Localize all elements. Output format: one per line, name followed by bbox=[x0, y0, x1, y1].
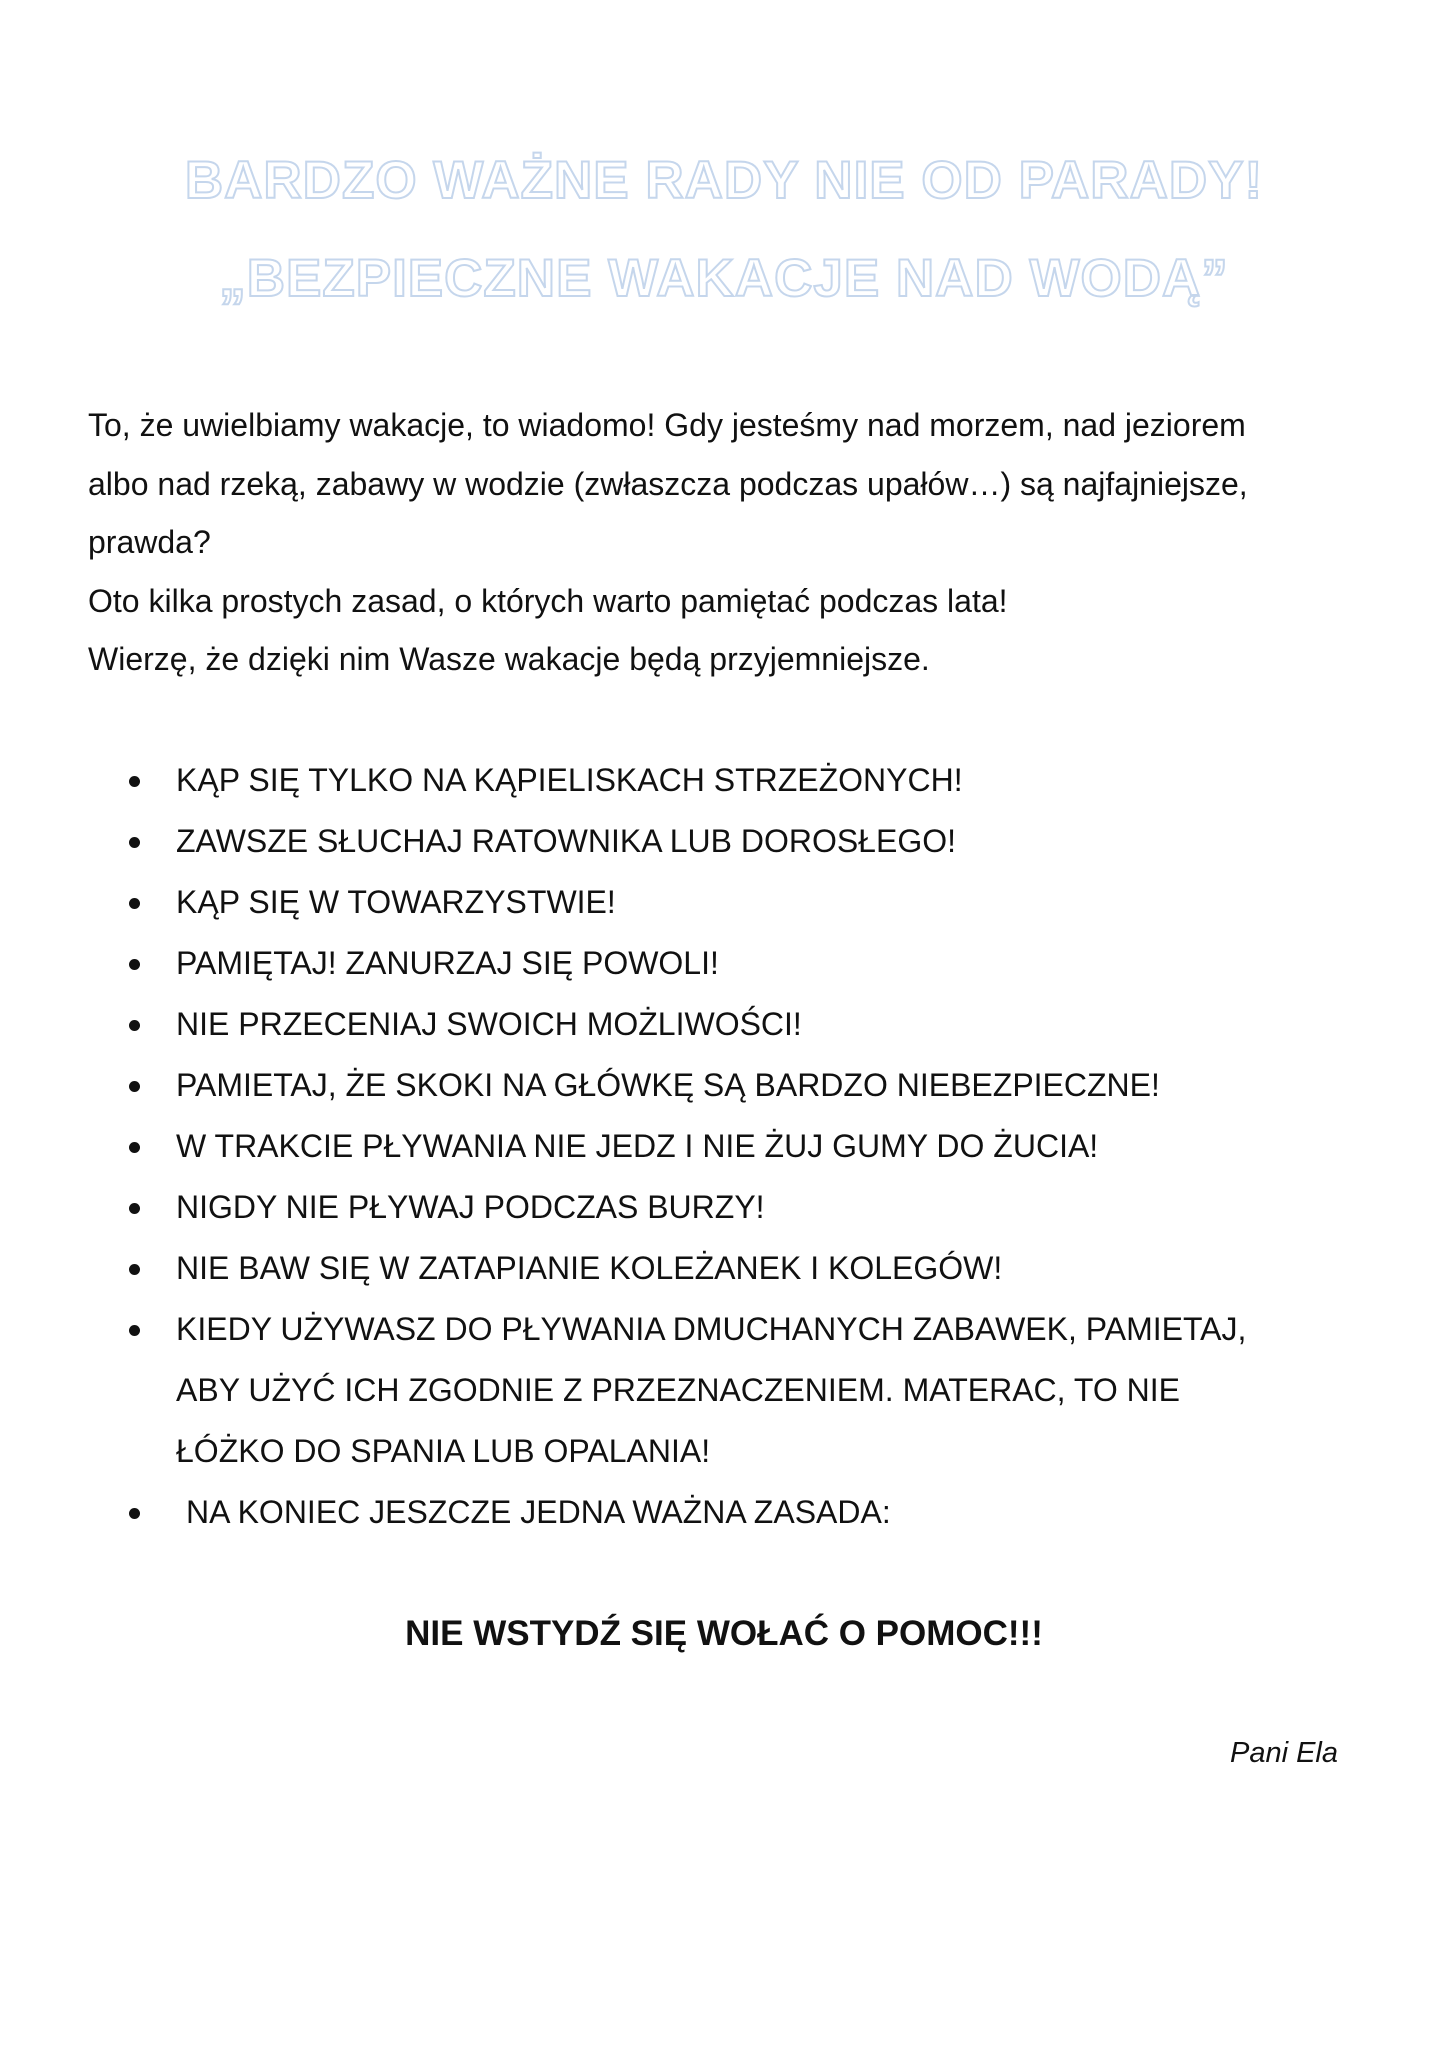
intro-line: To, że uwielbiamy wakacje, to wiadomo! Gdy jesteśmy nad morzem, nad jeziorem bbox=[88, 407, 1246, 443]
bullet-icon bbox=[129, 1142, 140, 1153]
rule-item bbox=[0, 1238, 1448, 1299]
rule-text: PAMIETAJ, ŻE SKOKI NA GŁÓWKĘ SĄ BARDZO NIEBEZPIECZNE! bbox=[176, 1067, 1160, 1103]
rule-item bbox=[0, 1482, 1448, 1543]
bullet-icon bbox=[129, 1264, 140, 1275]
bullet-icon bbox=[129, 1020, 140, 1031]
title-line-1: BARDZO WAŻNE RADY NIE OD PARADY! bbox=[184, 151, 1264, 210]
rule-item bbox=[0, 1116, 1448, 1177]
rule-text: NA KONIEC JESZCZE JEDNA WAŻNA ZASADA: bbox=[186, 1494, 891, 1530]
rule-text-line: KIEDY UŻYWASZ DO PŁYWANIA DMUCHANYCH ZABAWEK, PAMIETAJ, bbox=[176, 1311, 1247, 1347]
rule-text: NIGDY NIE PŁYWAJ PODCZAS BURZY! bbox=[176, 1189, 765, 1225]
intro-line: Wierzę, że dzięki nim Wasze wakacje będą przyjemniejsze. bbox=[88, 641, 930, 677]
rule-item bbox=[0, 1055, 1448, 1116]
bullet-icon bbox=[129, 959, 140, 970]
bullet-icon bbox=[129, 837, 140, 848]
signature: Pani Ela bbox=[1229, 1737, 1338, 1769]
intro-line: prawda? bbox=[88, 524, 211, 560]
bullet-icon bbox=[129, 1508, 140, 1519]
bullet-icon bbox=[129, 1203, 140, 1214]
rule-text: PAMIĘTAJ! ZANURZAJ SIĘ POWOLI! bbox=[176, 945, 719, 981]
rule-text: NIE BAW SIĘ W ZATAPIANIE KOLEŻANEK I KOLEGÓW! bbox=[176, 1250, 1003, 1286]
rule-item bbox=[0, 933, 1448, 994]
bullet-icon bbox=[129, 1081, 140, 1092]
rule-text: KĄP SIĘ TYLKO NA KĄPIELISKACH STRZEŻONYCH! bbox=[176, 762, 963, 798]
rule-item bbox=[0, 750, 1448, 811]
intro-line: albo nad rzeką, zabawy w wodzie (zwłaszcza podczas upałów…) są najfajniejsze, bbox=[88, 465, 1248, 502]
rule-item bbox=[0, 994, 1448, 1055]
closing-message: NIE WSTYDŹ SIĘ WOŁAĆ O POMOC!!! bbox=[405, 1614, 1043, 1653]
title-line-2: „BEZPIECZNE WAKACJE NAD WODĄ” bbox=[219, 249, 1229, 308]
rule-item bbox=[0, 1177, 1448, 1238]
rule-item bbox=[0, 811, 1448, 872]
rule-text: KĄP SIĘ W TOWARZYSTWIE! bbox=[176, 884, 616, 920]
rule-text: ZAWSZE SŁUCHAJ RATOWNIKA LUB DOROSŁEGO! bbox=[176, 823, 956, 859]
bullet-icon bbox=[129, 1325, 140, 1336]
bullet-icon bbox=[129, 898, 140, 909]
rule-text-line: ABY UŻYĆ ICH ZGODNIE Z PRZEZNACZENIEM. MATERAC, TO NIE bbox=[176, 1372, 1180, 1408]
rule-text: W TRAKCIE PŁYWANIA NIE JEDZ I NIE ŻUJ GUMY DO ŻUCIA! bbox=[176, 1128, 1099, 1164]
intro-paragraph bbox=[88, 396, 1368, 689]
intro-line: Oto kilka prostych zasad, o których warto pamiętać podczas lata! bbox=[88, 582, 1008, 619]
rule-text-line: ŁÓŻKO DO SPANIA LUB OPALANIA! bbox=[176, 1433, 711, 1469]
rule-text: NIE PRZECENIAJ SWOICH MOŻLIWOŚCI! bbox=[176, 1006, 802, 1042]
rule-item bbox=[0, 1299, 1448, 1482]
rule-item bbox=[0, 872, 1448, 933]
bullet-icon bbox=[129, 776, 140, 787]
rules-list bbox=[0, 750, 1448, 1543]
